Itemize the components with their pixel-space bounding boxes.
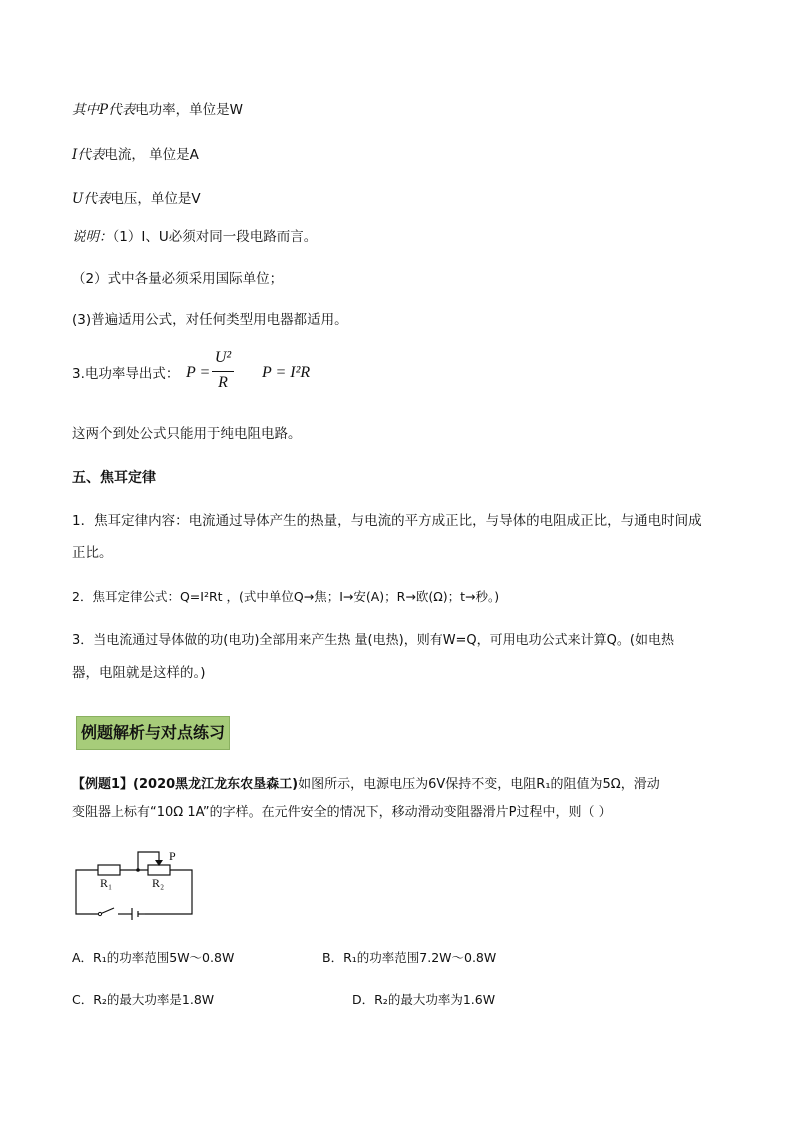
resistor-r1-body [98, 865, 120, 875]
practice-section-heading: 例题解析与对点练习 [76, 716, 230, 750]
example-1-line-b: 变阻器上标有“10Ω 1A”的字样。在元件安全的情况下，移动滑动变阻器滑片P过程中，则（ ） [72, 805, 612, 820]
left-wire [76, 870, 100, 914]
joule-law-item-3-line-a: 3．当电流通过导体做的功(电功)全部用来产生热 量(电热)，则有W=Q，可用电功公式来计算Q。(如电热 [72, 633, 674, 648]
joule-law-item-1-line-b: 正比。 [72, 545, 113, 561]
section-five-title: 五、焦耳定律 [72, 470, 156, 486]
label-p: P [169, 849, 176, 863]
current-definition-line [72, 145, 199, 165]
rheostat-r2-body [148, 865, 170, 875]
power-definition-line [72, 100, 243, 120]
junction-dot [136, 868, 140, 872]
formula-1-lhs: P = [186, 364, 211, 381]
voltage-definition-line [72, 189, 201, 209]
fraction-bar [212, 371, 234, 372]
example-1-title: 【例题1】(2020黑龙江龙东农垦森工) [72, 777, 299, 792]
example-1-line-a [72, 775, 660, 795]
label-r2: R₂ [152, 876, 165, 890]
power-definition-rest: 电功率，单位是W [135, 102, 243, 118]
formula-1-denominator: R [218, 374, 228, 391]
voltage-definition-rest: 电压，单位是V [110, 191, 201, 207]
voltage-definition-italic: U代表 [72, 191, 111, 207]
option-c: C．R₂的最大功率是1.8W [72, 992, 215, 1007]
formula-label: 3.电功率导出式： [72, 366, 180, 382]
example-1-text-a: 如图所示，电源电压为6V保持不变，电阻R₁的阻值为5Ω，滑动 [298, 777, 660, 792]
switch-contact [98, 912, 101, 915]
circuit-diagram [70, 845, 200, 920]
pure-resistance-note: 这两个到处公式只能用于纯电阻电路。 [72, 426, 302, 442]
note-label: 说明： [72, 229, 113, 245]
option-a: A．R₁的功率范围5W～0.8W [72, 950, 235, 965]
note-line-3: (3)普遍适用公式，对任何类型用电器都适用。 [72, 312, 348, 328]
note-line-2: （2）式中各量必须采用国际单位； [72, 271, 284, 287]
joule-law-item-2: 2．焦耳定律公式：Q=I²Rt ，(式中单位Q→焦；I→安(A)；R→欧(Ω)；t→秒。) [72, 589, 500, 604]
power-definition-italic: 其中P代表 [72, 102, 136, 118]
label-r1: R₁ [100, 876, 113, 890]
switch-blade [100, 908, 114, 914]
note-line-1 [72, 227, 317, 247]
joule-law-item-3-line-b: 器，电阻就是这样的。) [72, 665, 206, 681]
current-definition-rest: 电流， 单位是A [104, 147, 199, 163]
formula-2: P = I²R [262, 364, 311, 381]
formula-1-numerator: U² [214, 349, 232, 366]
note-1-text: （1）I、U必须对同一段电路而言。 [112, 229, 318, 245]
joule-law-item-1-line-a: 1．焦耳定律内容：电流通过导体产生的热量，与电流的平方成正比，与导体的电阻成正比，与通电时间成 [72, 513, 702, 529]
option-b: B．R₁的功率范围7.2W～0.8W [322, 950, 497, 965]
option-d: D．R₂的最大功率为1.6W [352, 992, 496, 1007]
current-definition-italic: I代表 [72, 147, 105, 163]
